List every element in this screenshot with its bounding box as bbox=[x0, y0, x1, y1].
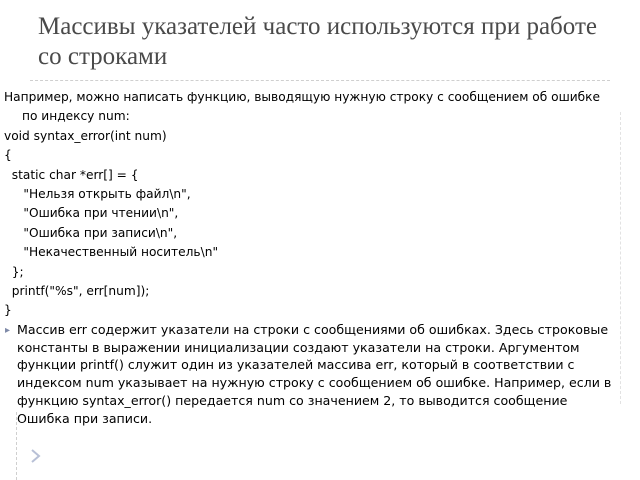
bottom-guide-line bbox=[16, 412, 17, 480]
code-line: "Некачественный носитель\n" bbox=[4, 245, 219, 260]
code-line: { bbox=[4, 148, 12, 163]
intro-text: Например, можно написать функцию, выводящую нужную строку с сообщением об ошибке по индексу num: bbox=[4, 90, 601, 124]
code-block bbox=[4, 127, 612, 321]
slide-title: Массивы указателей часто используются при работе со строками bbox=[38, 13, 597, 70]
title-divider bbox=[30, 80, 610, 81]
code-line: "Ошибка при чтении\n", bbox=[4, 206, 179, 221]
code-line: "Ошибка при записи\n", bbox=[4, 225, 178, 240]
code-line: static char *err[] = { bbox=[4, 167, 139, 182]
code-line: "Нельзя открыть файл\n", bbox=[4, 187, 191, 202]
bullet-item bbox=[4, 321, 612, 428]
bullet-text: Массив err содержит указатели на строки с сообщениями об ошибках. Здесь строковые константы в выражении инициализации создают указатели на строки. Аргументом функции printf() служит один из указателей массива err, который в соответствии с индексом num указывает на нужную строку с сообщением об ошибке. Например, если в функцию syntax_error() передается num со значением 2, то выводится сообщение Ошибка при записи. bbox=[17, 321, 612, 426]
right-guide-line bbox=[620, 112, 621, 404]
code-line: void syntax_error(int num) bbox=[4, 128, 167, 143]
code-line: }; bbox=[4, 264, 24, 279]
bullet-arrow-icon: ▸ bbox=[5, 324, 11, 336]
bottom-chevron-icon bbox=[30, 448, 42, 464]
code-line: printf("%s", err[num]); bbox=[4, 284, 150, 299]
slide-body bbox=[4, 88, 612, 428]
code-line: } bbox=[4, 303, 12, 318]
